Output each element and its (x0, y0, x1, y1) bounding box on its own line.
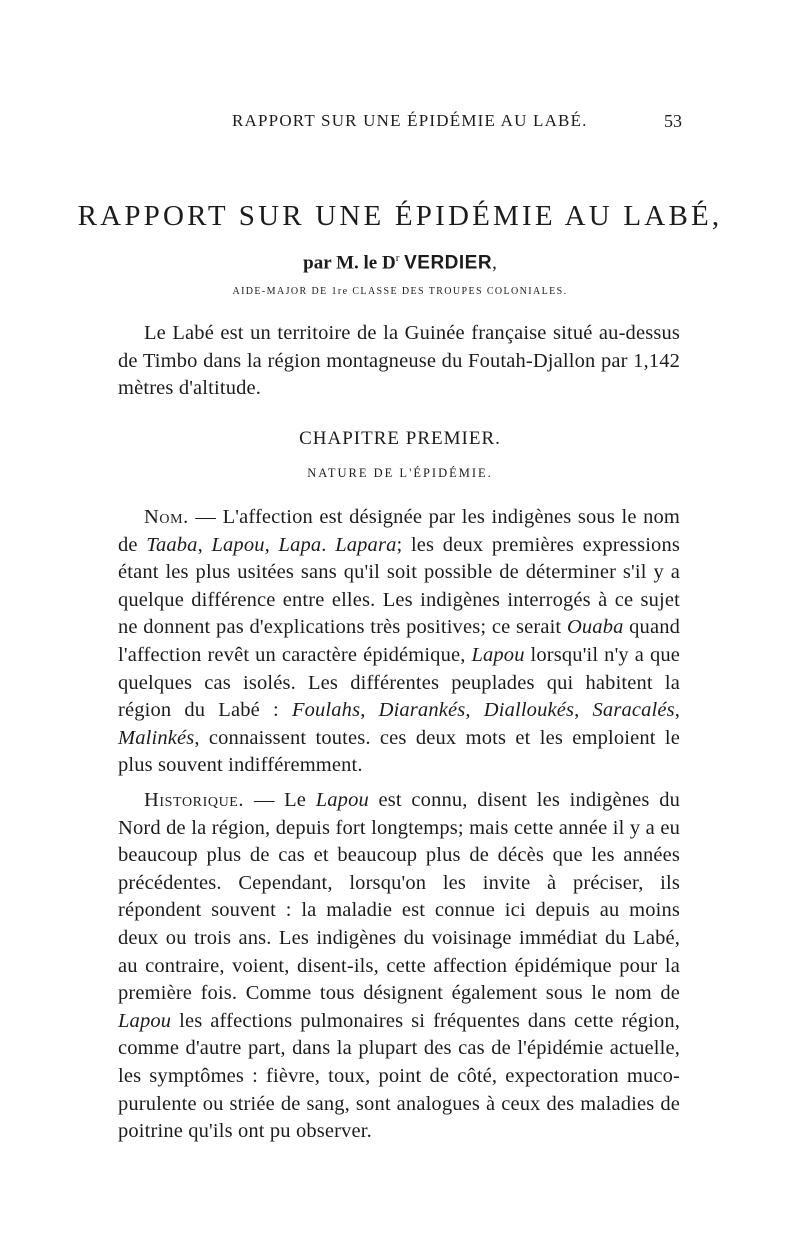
byline-prefix: par M. le D (303, 252, 396, 274)
native-term: Lapou (471, 643, 525, 666)
article-title: RAPPORT SUR UNE ÉPIDÉMIE AU LABÉ, (77, 200, 723, 232)
author-name: VERDIER (404, 252, 493, 274)
byline-suffix: , (492, 252, 497, 274)
text-run: est connu, disent les indigènes du Nord de la région, depuis fort longtemps; mais cette année il y a eu beaucoup plus de cas et beaucoup plus de décès que les années précédentes. Cependant, lorsqu'on les invite à préciser, ils répondent souvent : la maladie est connue ici depuis au moins deux ou trois ans. Les indigènes du voisinage immédiat du Labé, au contraire, voient, disent-ils, cette affection épidémique pour la première fois. Comme tous désignent également sous le nom de (118, 789, 680, 1005)
intro-block (118, 320, 680, 403)
people-name: Diarankés (378, 699, 466, 722)
byline-sup: r (395, 252, 400, 264)
text-run: , (674, 699, 680, 722)
native-term: Taaba (146, 533, 198, 556)
nom-paragraph (118, 504, 680, 780)
people-name: Foulahs (291, 699, 361, 722)
people-name: Saracalés (592, 699, 675, 722)
chapter-title: CHAPITRE PREMIER. (299, 428, 501, 449)
native-term: Ouaba (566, 616, 624, 639)
historique-lead: Historique. (144, 789, 245, 811)
native-term: Lapou (118, 1009, 172, 1032)
historique-block (118, 787, 680, 1146)
running-head: RAPPORT SUR UNE ÉPIDÉMIE AU LABÉ. (232, 111, 588, 130)
intro-paragraph: Le Labé est un territoire de la Guinée française situé au-dessus de Timbo dans la région montagneuse du Foutah-Djallon par 1,142 mètres d'altitude. (118, 322, 680, 400)
nom-lead: Nom. (144, 506, 189, 528)
text-run: , (360, 699, 379, 722)
native-term: Lapou (211, 533, 265, 556)
page-number: 53 (664, 111, 682, 131)
native-term: Lapara (335, 533, 397, 556)
affiliation: AIDE-MAJOR DE 1re CLASSE DES TROUPES COLONIALES. (232, 286, 568, 297)
text-run: — L'affection est désignée par les indigènes sous le nom de (118, 506, 680, 556)
text-run: quand l'affection revêt un caractère épidémique, (118, 616, 681, 666)
people-name: Dialloukés (483, 699, 575, 722)
text-run: ; les deux premières expressions étant les plus usitées sans qu'il soit possible de déterminer s'il y a quelque différence entre elles. Les indigènes interrogés à ce sujet ne donnent pas d'explications très positives; ce serait (118, 533, 680, 639)
text-run: lorsqu'il n'y a que quelques cas isolés. Les différentes peuplades qui habitent la région du Labé : (118, 643, 681, 722)
text-run: — Le (244, 789, 316, 811)
native-term: Lapa (278, 533, 322, 556)
text-run: , (465, 699, 484, 722)
chapter-subtitle: NATURE DE L'ÉPIDÉMIE. (307, 466, 493, 480)
historique-paragraph (118, 787, 680, 1146)
nom-block (118, 504, 680, 780)
text-run: , (197, 533, 212, 556)
text-run: , connaissent toutes. ces deux mots et les emploient le plus souvent indifféremment. (118, 726, 680, 777)
byline (0, 252, 800, 274)
native-term: Lapou (315, 789, 369, 811)
text-run: , (264, 533, 279, 556)
text-run: , (574, 699, 593, 722)
text-run: les affections pulmonaires si fréquentes dans cette région, comme d'autre part, dans la plupart des cas de l'épidémie actuelle, les symptômes : fièvre, toux, point de côté, expectoration muco-purulente ou striée de sang, sont analogues à ceux des maladies de poitrine qu'ils ont pu observer. (118, 1009, 680, 1143)
text-run: . (321, 533, 336, 556)
people-name: Malinkés (118, 726, 195, 749)
